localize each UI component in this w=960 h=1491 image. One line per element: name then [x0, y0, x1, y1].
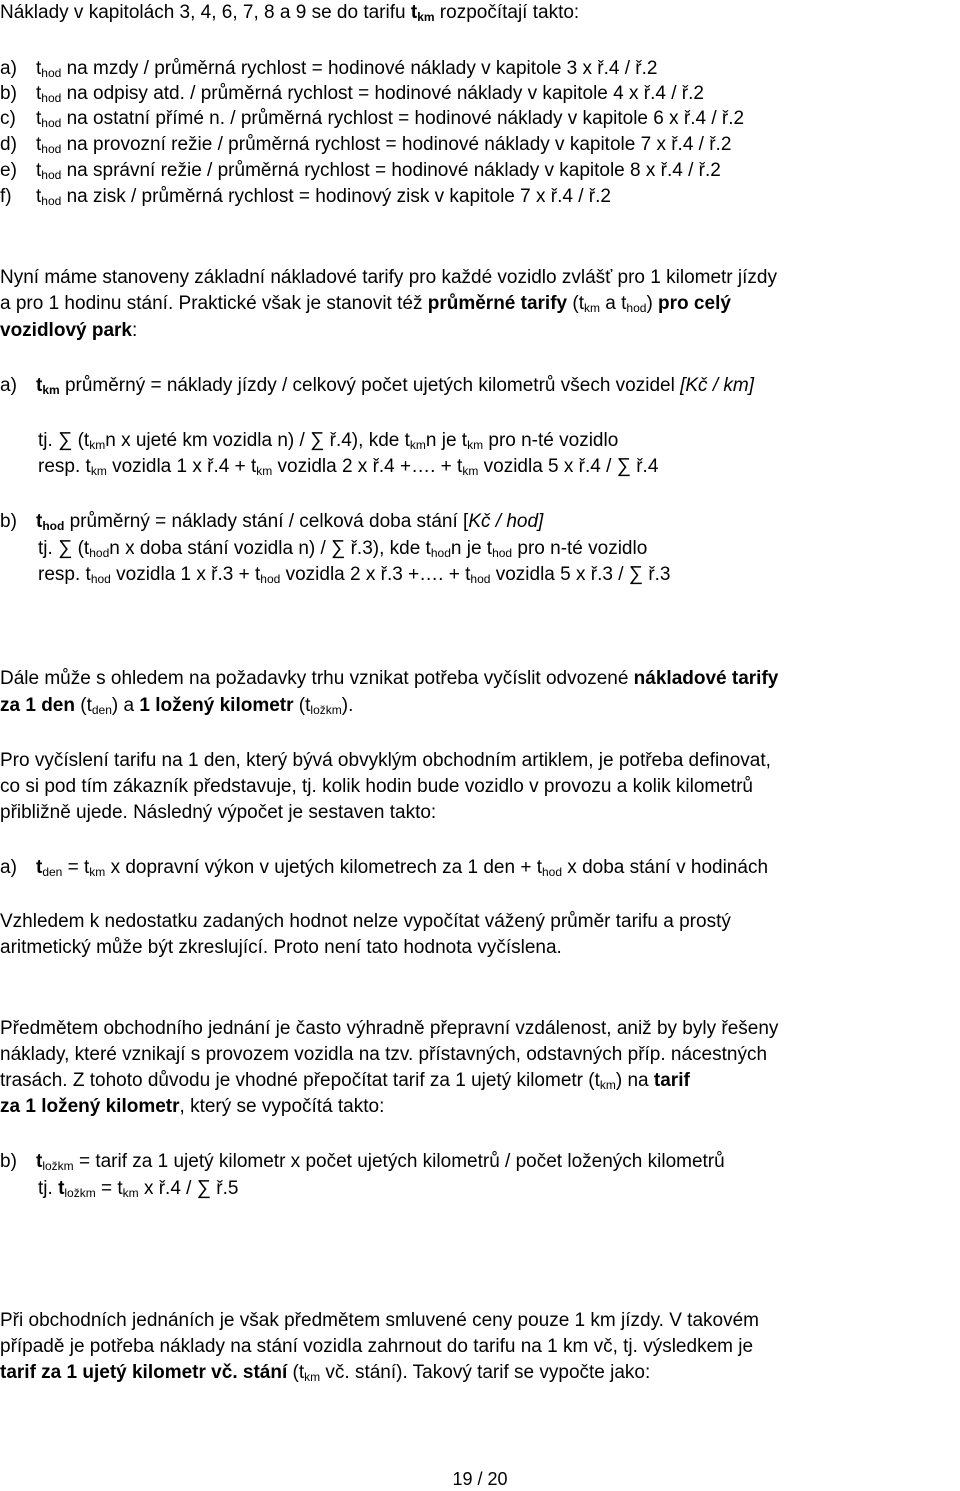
list-item: e) thod na správní režie / průměrná rychlost = hodinové náklady v kapitole 8 x ř.4 / ř.2	[0, 160, 721, 182]
heading: Náklady v kapitolách 3, 4, 6, 7, 8 a 9 se do tarifu tkm rozpočítají takto:	[0, 2, 580, 24]
paragraph-line: Nyní máme stanoveny základní nákladové tarify pro každé vozidlo zvlášť pro 1 kilometr jízdy	[0, 267, 777, 288]
paragraph-line: Při obchodních jednáních je však předmětem smluvené ceny pouze 1 km jízdy. V takovém	[0, 1310, 759, 1331]
paragraph-line: vozidlový park:	[0, 320, 138, 341]
list-item: f) thod na zisk / průměrná rychlost = hodinový zisk v kapitole 7 x ř.4 / ř.2	[0, 186, 611, 208]
paragraph-line: Dále může s ohledem na požadavky trhu vznikat potřeba vyčíslit odvozené nákladové tarify	[0, 668, 779, 689]
formula-a-resp: resp. tkm vozidla 1 x ř.4 + tkm vozidla 2 x ř.4 +…. + tkm vozidla 5 x ř.4 / ∑ ř.4	[38, 455, 659, 478]
formula-a-tj: tj. ∑ (tkmn x ujeté km vozidla n) / ∑ ř.4), kde tkmn je tkm pro n-té vozidlo	[38, 429, 619, 452]
paragraph-line: co si pod tím zákazník představuje, tj. kolik hodin bude vozidlo v provozu a kolik kilometrů	[0, 776, 753, 797]
formula-b-tj: tj. ∑ (thodn x doba stání vozidla n) / ∑ ř.3), kde thodn je thod pro n-té vozidlo	[38, 537, 648, 560]
list-item: b) thod na odpisy atd. / průměrná rychlost = hodinové náklady v kapitole 4 x ř.4 / ř.2	[0, 83, 704, 105]
paragraph-line: a pro 1 hodinu stání. Praktické však je stanovit též průměrné tarify (tkm a thod) pro celý	[0, 293, 731, 315]
paragraph-line: za 1 ložený kilometr, který se vypočítá takto:	[0, 1096, 385, 1117]
paragraph-line: přibližně ujede. Následný výpočet je sestaven takto:	[0, 802, 437, 823]
paragraph-line: Pro vyčíslení tarifu na 1 den, který bývá obvyklým obchodním artiklem, je potřeba definovat,	[0, 750, 771, 771]
formula-den: a) tden = tkm x dopravní výkon v ujetých kilometrech za 1 den + thod x doba stání v hodinách	[0, 857, 769, 879]
sum-icon: ∑	[616, 455, 631, 477]
formula-b-resp: resp. thod vozidla 1 x ř.3 + thod vozidla 2 x ř.3 +…. + thod vozidla 5 x ř.3 / ∑ ř.3	[38, 563, 671, 586]
sum-icon: ∑	[58, 429, 73, 451]
list-item: c) thod na ostatní přímé n. / průměrná rychlost = hodinové náklady v kapitole 6 x ř.4 / ř.2	[0, 108, 745, 130]
paragraph-line: Vzhledem k nedostatku zadaných hodnot nelze vypočítat vážený průměr tarifu a prostý	[0, 911, 731, 932]
sum-icon: ∑	[196, 1177, 212, 1199]
paragraph-line: Předmětem obchodního jednání je často výhradně přepravní vzdálenost, aniž by byly řešeny	[0, 1018, 779, 1039]
sum-icon: ∑	[58, 537, 73, 559]
sum-icon: ∑	[331, 537, 346, 559]
paragraph-line: případě je potřeba náklady na stání vozidla zahrnout do tarifu na 1 km vč, tj. výsledkem je	[0, 1336, 754, 1357]
list-item: d) thod na provozní režie / průměrná rychlost = hodinové náklady v kapitole 7 x ř.4 / ř.2	[0, 134, 732, 156]
paragraph-line: za 1 den (tden) a 1 ložený kilometr (tložkm).	[0, 695, 354, 717]
formula-a-km: a) tkm průměrný = náklady jízdy / celkový počet ujetých kilometrů všech vozidel [Kč / km]	[0, 375, 754, 397]
paragraph-line: aritmetický může být zkreslující. Proto není tato hodnota vyčíslena.	[0, 937, 562, 958]
formula-lozkm: b) tložkm = tarif za 1 ujetý kilometr x počet ujetých kilometrů / počet ložených kilometrů	[0, 1151, 725, 1173]
list-item: a) thod na mzdy / průměrná rychlost = hodinové náklady v kapitole 3 x ř.4 / ř.2	[0, 58, 658, 80]
paragraph-line: tarif za 1 ujetý kilometr vč. stání (tkm vč. stání). Takový tarif se vypočte jako:	[0, 1362, 651, 1384]
sum-icon: ∑	[628, 563, 644, 585]
paragraph-line: náklady, které vznikají s provozem vozidla na tzv. přístavných, odstavných příp. nácestných	[0, 1044, 768, 1065]
paragraph-line: trasách. Z tohoto důvodu je vhodné přepočítat tarif za 1 ujetý kilometr (tkm) na tarif	[0, 1070, 690, 1092]
sum-icon: ∑	[310, 429, 325, 451]
formula-b-hod: b) thod průměrný = náklady stání / celková doba stání [Kč / hod]	[0, 511, 544, 533]
formula-lozkm-tj: tj. tložkm = tkm x ř.4 / ∑ ř.5	[38, 1177, 239, 1200]
page-number: 19 / 20	[452, 1469, 508, 1489]
